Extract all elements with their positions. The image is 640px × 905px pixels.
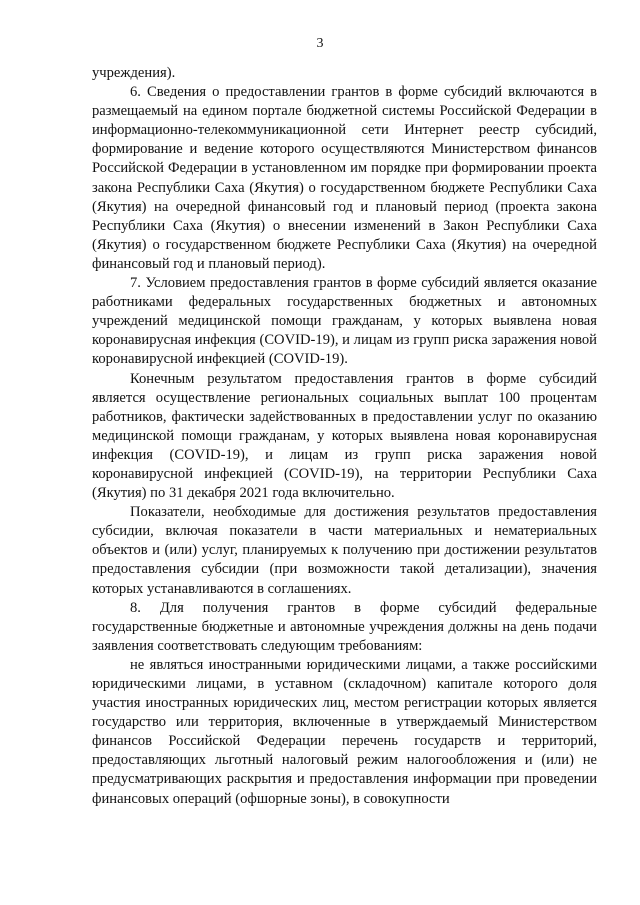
paragraph-continuation: учреждения). <box>92 65 176 81</box>
paragraph-indicators: Показатели, необходимые для достижения результатов предоставления субсидии, включая показатели в части материальных и нематериальных объектов и (или) услуг, планируемых к получению при достижении результатов предоставления субсидии (при возможности такой детализации), значения которых устанавливаются в соглашениях. <box>92 504 597 597</box>
paragraph-item-7: 7. Условием предоставления грантов в форме субсидий является оказание работниками федеральных государственных бюджетных и автономных учреждений медицинской помощи гражданам, у которых выявлена новая коронавирусная инфекция (COVID-19), и лицам из групп риска заражения новой коронавирусной инфекцией (COVID-19). <box>92 275 597 368</box>
document-body <box>92 64 597 809</box>
paragraph-final-result: Конечным результатом предоставления грантов в форме субсидий является осуществление региональных социальных выплат 100 процентам работников, фактически задействованных в предоставлении услуг по оказанию медицинской помощи гражданам, у которых выявлена новая коронавирусная инфекция (COVID-19), и лицам из групп риска заражения новой коронавирусной инфекцией (COVID-19), на территории Республики Саха (Якутия) по 31 декабря 2021 года включительно. <box>92 370 597 502</box>
paragraph-item-8: 8. Для получения грантов в форме субсидий федеральные государственные бюджетные и автономные учреждения должны на день подачи заявления соответствовать следующим требованиям: <box>92 599 597 654</box>
paragraph-requirement: не являться иностранными юридическими лицами, а также российскими юридическими лицами, в уставном (складочном) капитале которого доля участия иностранных юридических лиц, местом регистрации которых является государство или территория, включенные в утверждаемый Министерством финансов Российской Федерации перечень государств и территорий, предоставляющих льготный налоговый режим налогообложения и (или) не предусматривающих раскрытия и предоставления информации при проведении финансовых операций (офшорные зоны), в совокупности <box>92 656 597 807</box>
paragraph-item-6: 6. Сведения о предоставлении грантов в форме субсидий включаются в размещаемый на едином портале бюджетной системы Российской Федерации в информационно-телекоммуникационной сети Интернет реестр субсидий, формирование и ведение которого осуществляются Министерством финансов Российской Федерации в установленном им порядке при формировании проекта закона Республики Саха (Якутия) о государственном бюджете Республики Саха (Якутия) на очередной финансовый год и плановый период (проекта закона Республики Саха (Якутия) о внесении изменений в Закон Республики Саха (Якутия) о государственном бюджете Республики Саха (Якутия) на очередной финансовый год и плановый период). <box>92 84 597 272</box>
page-number: 3 <box>316 36 324 51</box>
